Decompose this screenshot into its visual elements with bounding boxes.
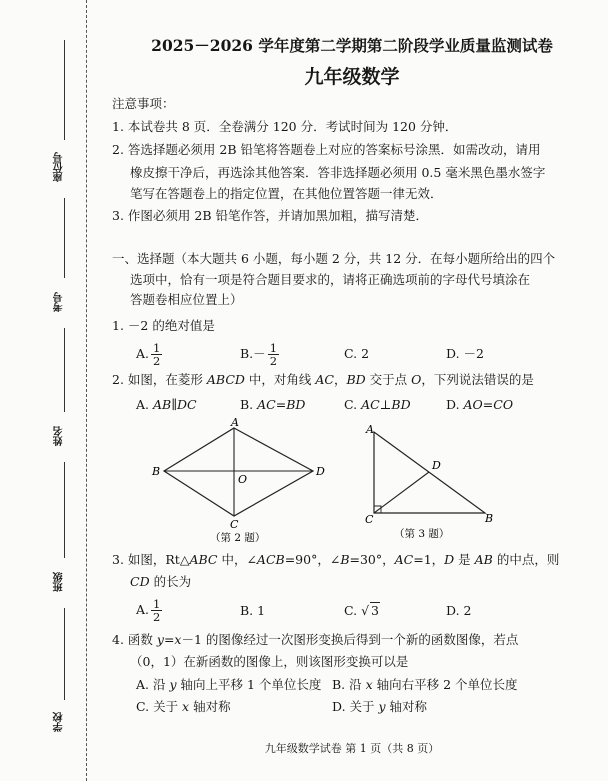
q2-option-d: D. AO=CO bbox=[446, 397, 514, 412]
fig3-caption: （第 3 题） bbox=[394, 528, 450, 540]
q1-option-c: C. 2 bbox=[344, 346, 370, 361]
seat-number-label: 座位号 bbox=[54, 152, 65, 182]
q4-option-a: A. 沿 y 轴向上平移 1 个单位长度 bbox=[136, 677, 322, 692]
fig2-label-o: O bbox=[238, 473, 248, 486]
seat-number-blank bbox=[64, 40, 65, 140]
fig3-label-d: D bbox=[432, 459, 441, 472]
fig2-caption: （第 2 题） bbox=[210, 532, 266, 544]
school-blank bbox=[64, 608, 65, 700]
q4-stem: 4. 函数 y=x－1 的图像经过一次图形变换后得到一个新的函数图像，若点 bbox=[112, 632, 519, 647]
median-cd bbox=[374, 472, 429, 513]
q3-a-fraction: $\frac{1}{2}$ bbox=[153, 597, 161, 624]
q1-stem: 1. －2 的绝对值是 bbox=[112, 318, 215, 333]
q3-option-c: C. √ 3 bbox=[344, 603, 379, 618]
section1-line-3: 答题卷相应位置上） bbox=[130, 292, 243, 307]
notice-heading: 注意事项： bbox=[112, 96, 175, 111]
fig2-label-b: B bbox=[152, 465, 161, 478]
q4-option-b: B. 沿 x 轴向右平移 2 个单位长度 bbox=[332, 677, 518, 692]
rhombus-outline bbox=[164, 428, 313, 516]
fig2-label-a: A bbox=[231, 416, 239, 429]
notice-item-1: 1. 本试卷共 8 页．全卷满分 120 分．考试时间为 120 分钟． bbox=[112, 119, 458, 134]
page-footer: 九年级数学试卷 第 1 页（共 8 页） bbox=[264, 742, 440, 755]
q1-option-a: A. $\frac{1}{2}$ bbox=[136, 341, 161, 368]
exam-subject: 九年级数学 bbox=[304, 66, 400, 88]
notice-item-2-cont: 橡皮擦干净后，再选涂其他答案．答非选择题必须用 0.5 毫米黑色墨水签字 bbox=[130, 165, 546, 180]
q1-b-fraction: $\frac{1}{2}$ bbox=[269, 341, 278, 368]
fig3-label-a: A bbox=[366, 423, 374, 436]
q2-stem: 2. 如图，在菱形 ABCD 中，对角线 AC，BD 交于点 O，下列说法错误的是 bbox=[112, 372, 534, 387]
q2-option-a: A. AB∥DC bbox=[136, 397, 197, 412]
section1-line-2: 选项中，恰有一项是符合题目要求的，请将正确选项前的字母代号填涂在 bbox=[130, 272, 531, 287]
q2-option-b: B. AC=BD bbox=[240, 397, 306, 412]
q3-option-d: D. 2 bbox=[446, 603, 472, 618]
figure-2-rhombus bbox=[150, 416, 325, 545]
fig2-label-d: D bbox=[316, 465, 325, 478]
q2-option-c: C. AC⊥BD bbox=[344, 397, 411, 412]
class-label: 班级 bbox=[54, 572, 65, 592]
fig3-label-b: B bbox=[485, 512, 494, 525]
exam-number-label: 考号 bbox=[54, 292, 65, 312]
q1-option-b: B.－ $\frac{1}{2}$ bbox=[240, 341, 278, 368]
name-label: 姓名 bbox=[54, 426, 65, 446]
notice-item-3: 3. 作图必须用 2B 铅笔作答，并请加黑加粗，描写清楚． bbox=[112, 208, 428, 223]
notice-item-2-cont2: 笔写在答题卷上的指定位置，在其他位置答题一律无效． bbox=[130, 186, 443, 201]
q3-stem: 3. 如图，Rt△ABC 中，∠ACB=90°，∠B=30°，AC=1，D 是 AB 的中点，则 bbox=[112, 552, 560, 567]
class-blank bbox=[64, 462, 65, 558]
q3-stem-cont: CD 的长为 bbox=[130, 574, 192, 589]
name-blank bbox=[64, 328, 65, 412]
fig2-label-c: C bbox=[230, 518, 239, 531]
school-label: 学校 bbox=[54, 712, 65, 732]
fig3-label-c: C bbox=[365, 513, 374, 526]
exam-number-blank bbox=[64, 198, 65, 278]
q4-stem-cont: （0，1）在新函数的图像上，则该图形变换可以是 bbox=[130, 654, 409, 669]
binding-dashed-line bbox=[86, 0, 87, 781]
figure-3-triangle bbox=[360, 420, 500, 545]
section1-line-1: 一、选择题（本大题共 6 小题，每小题 2 分，共 12 分．在每小题所给出的四个 bbox=[112, 251, 556, 266]
exam-title: 2025－2026 学年度第二学期第二阶段学业质量监测试卷 bbox=[151, 36, 553, 55]
notice-item-2: 2. 答选择题必须用 2B 铅笔将答题卷上对应的答案标号涂黑．如需改动，请用 bbox=[112, 142, 541, 157]
q1-option-d: D. －2 bbox=[446, 346, 484, 361]
q3-option-a: A. $\frac{1}{2}$ bbox=[136, 597, 161, 624]
q1-a-fraction: $\frac{1}{2}$ bbox=[153, 341, 161, 368]
q4-option-d: D. 关于 y 轴对称 bbox=[332, 699, 428, 714]
q3-option-b: B. 1 bbox=[240, 603, 266, 618]
q4-option-c: C. 关于 x 轴对称 bbox=[136, 699, 231, 714]
